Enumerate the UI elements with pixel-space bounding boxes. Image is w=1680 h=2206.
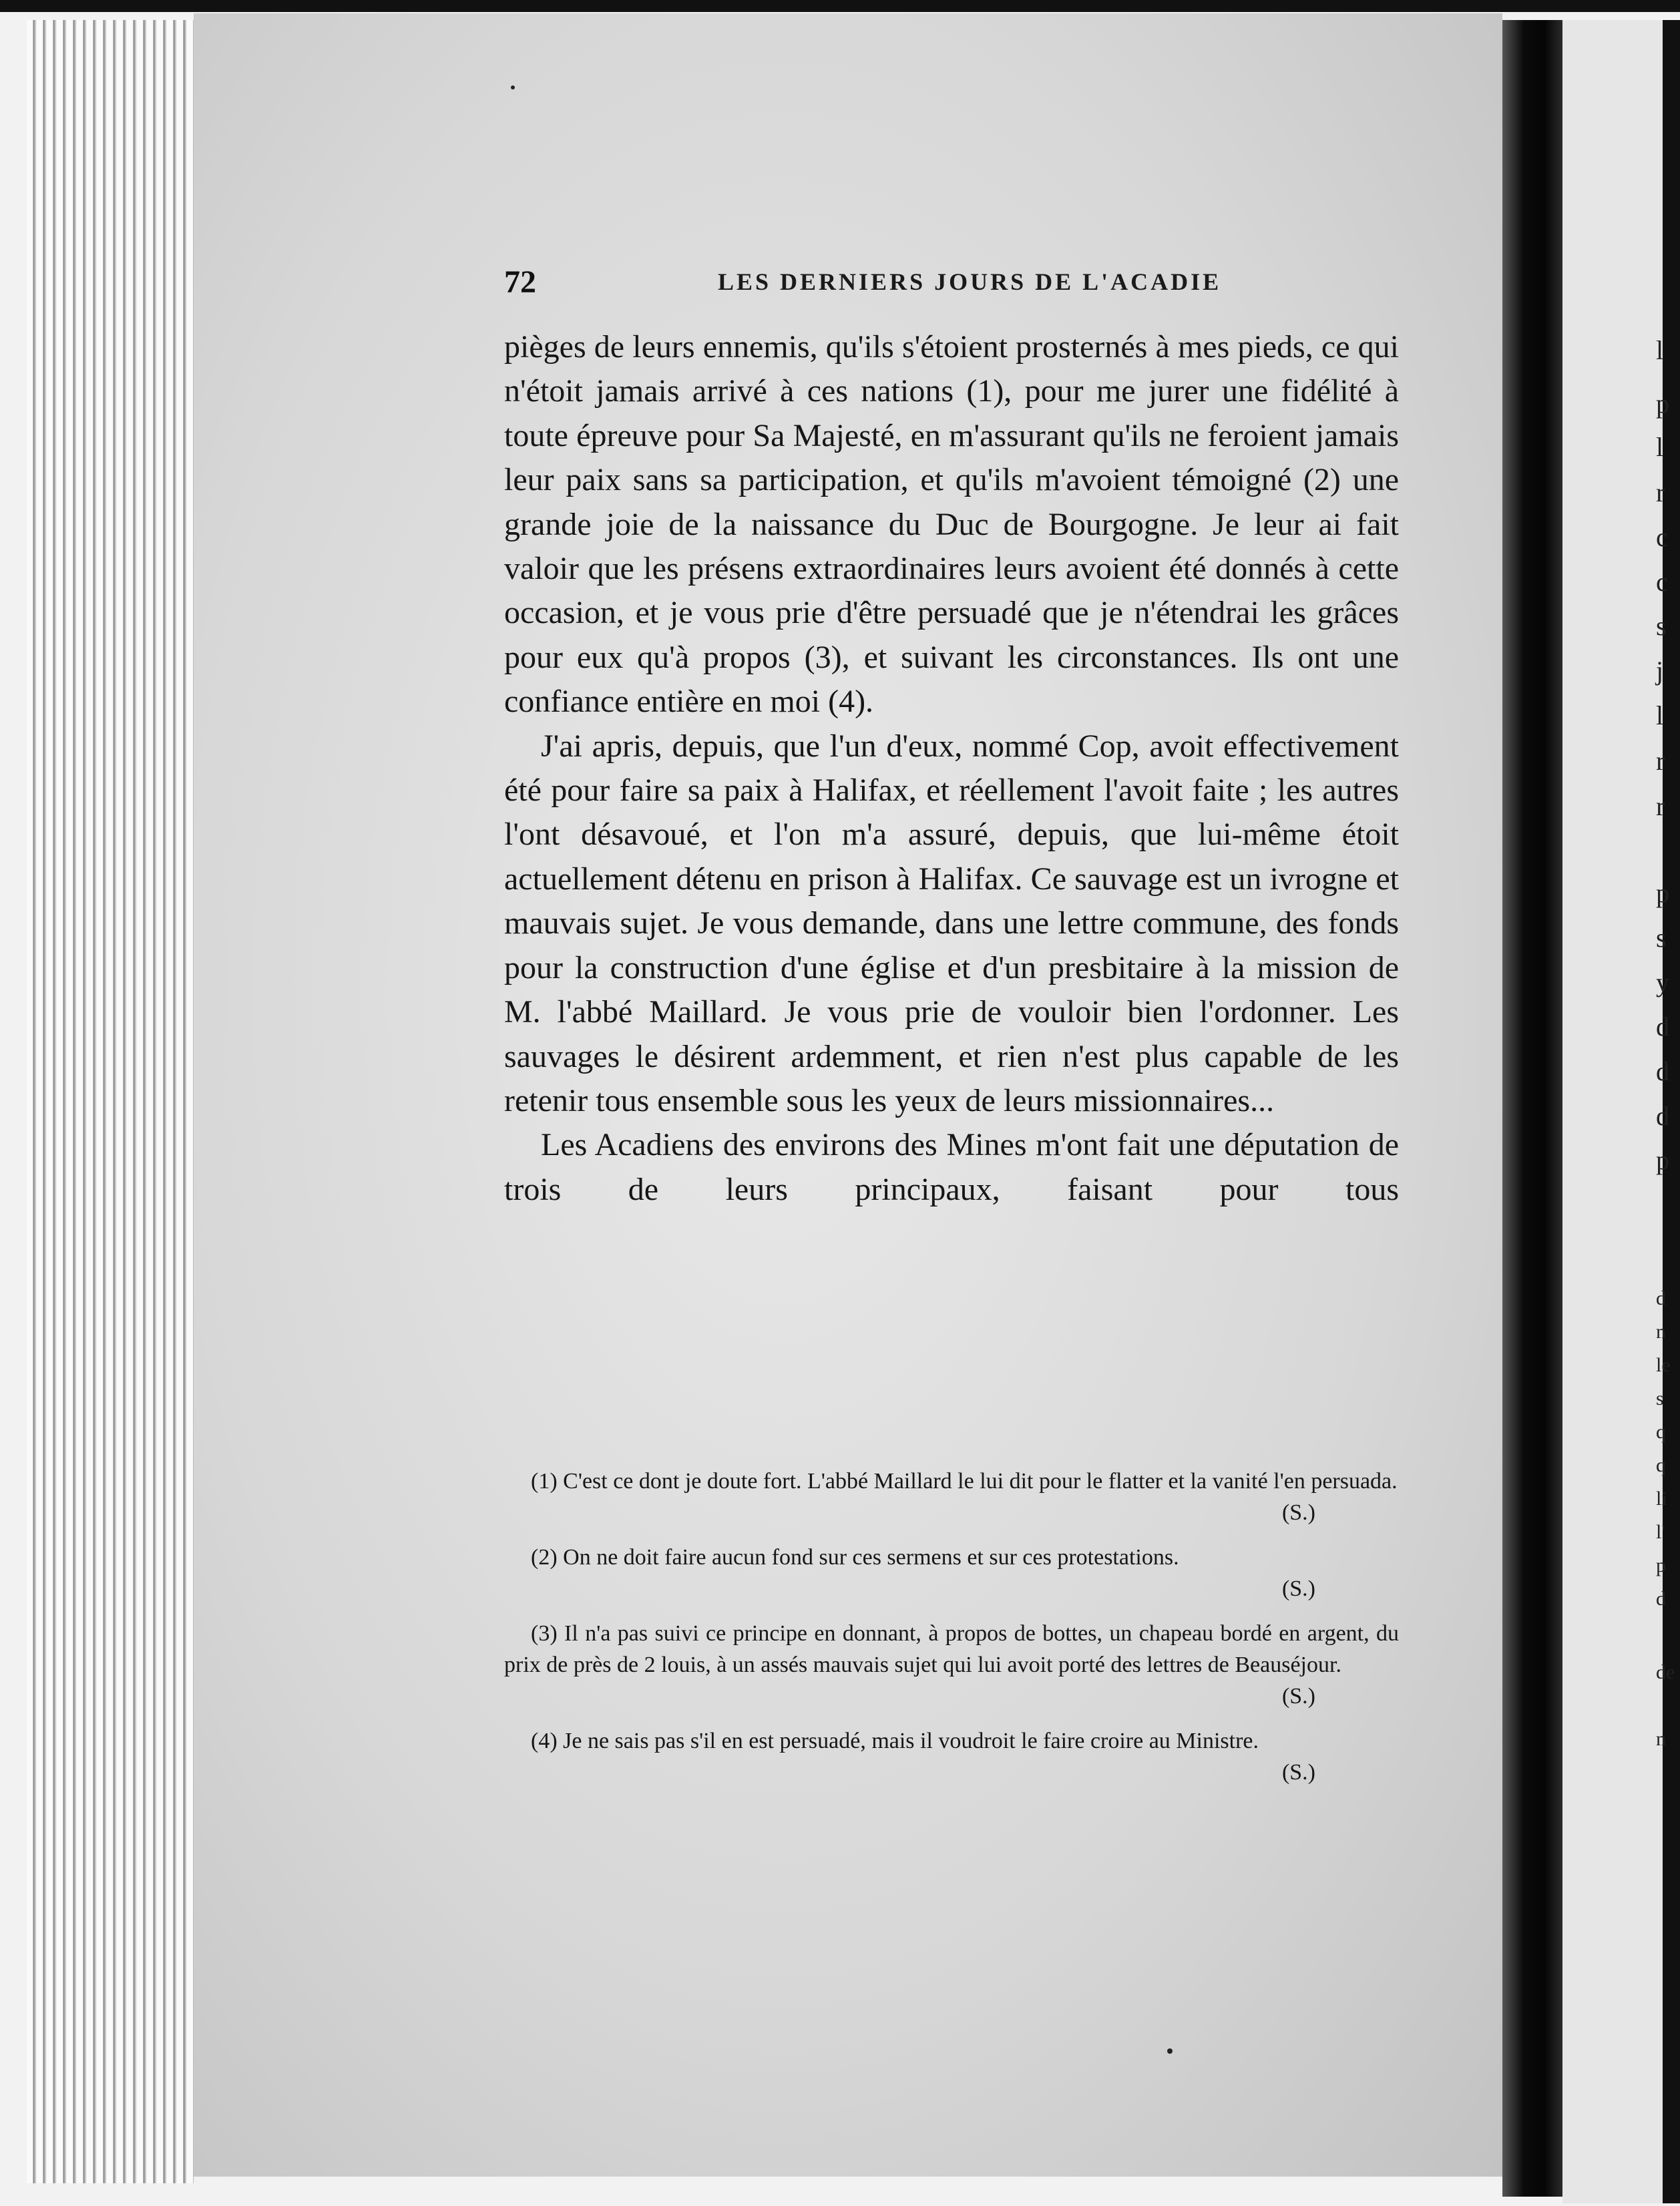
book-gutter-shadow [1502,20,1562,2197]
scan-speck [1167,2048,1173,2054]
facing-fragment: p [1656,1145,1669,1175]
facing-fragment: l [1656,700,1664,730]
facing-fragment: l [1656,335,1664,365]
facing-fragment: n [1656,1728,1666,1750]
facing-fragment: l' [1656,1521,1665,1543]
facing-fragment: d [1656,1588,1666,1610]
facing-fragment: s [1656,923,1667,953]
footnote-text: (2) On ne doit faire aucun fond sur ces sermens et sur ces protestations. [531,1545,1179,1570]
paragraph-1: pièges de leurs ennemis, qu'ils s'étoient prosternés à mes pieds, ce qui n'étoit jamais arrivé à ces nations (1), pour me jurer une fidélité à toute épreuve pour Sa Majesté, en m'assurant qu'ils ne feroient jamais leur paix sans sa participation, et qu'ils m'avoient témoigné (2) une grande joie de la naissance du Duc de Bourgogne. Je leur ai fait valoir que les présens extraordinaires leurs avoient été donnés à cette occasion, et je vous prie d'être persuadé que je n'étendrai les grâces pour eux qu'à propos (3), et suivant les circonstances. Ils ont une confiance entière en moi (4). [504,329,1399,720]
scan-speck [511,85,515,89]
footnote-text: (4) Je ne sais pas s'il en est persuadé, mais il voudroit le faire croire au Ministre. [531,1729,1259,1753]
page-number: 72 [504,264,536,300]
facing-fragment: j [1656,656,1664,686]
footnote-source: (S.) [1281,1576,1315,1601]
paragraph-2: J'ai apris, depuis, que l'un d'eux, nommé Cop, avoit effectivement été pour faire sa paix à Halifax, et réellement l'avoit faite ; les autres l'ont désavoué, et l'on m'a assuré, depuis, que lui-même étoit actuellement détenu en prison à Halifax. Ce sauvage est un ivrogne et mauvais sujet. Je vous demande, dans une lettre commune, des fonds pour la construction d'une église et d'un presbitaire à la mission de M. l'abbé Maillard. Je vous prie de vouloir bien l'ordonner. Les sauvages le désirent ardemment, et rien n'est plus capable de les retenir tous ensemble sous les yeux de leurs missionnaires... [504,728,1399,1118]
facing-fragment: p [1656,878,1669,908]
footnote-text: (3) Il n'a pas suivi ce principe en donnant, à propos de bottes, un chapeau bordé en argent, du prix de près de 2 louis, à un assés mauvais sujet qui lui avoit porté des lettres de Beauséjour. [504,1621,1399,1677]
facing-fragment: r [1656,746,1665,776]
facing-fragment: s [1656,611,1667,641]
facing-fragment: p [1656,1554,1666,1576]
running-title: LES DERNIERS JOURS DE L'ACADIE [718,268,1222,295]
book-page-edges [27,20,194,2183]
facing-fragment: d [1656,1287,1666,1309]
facing-fragment: r [1656,791,1665,821]
facing-fragment: le [1656,1354,1671,1376]
facing-fragment: l [1656,432,1664,462]
footnotes [504,1466,1399,1801]
facing-fragment: d [1656,1012,1669,1042]
facing-fragment: d [1656,1101,1669,1131]
facing-fragment: c [1656,522,1668,552]
page-header [504,264,1399,304]
facing-fragment: q [1656,1421,1666,1443]
facing-fragment: r [1656,477,1665,507]
facing-fragment: de [1656,1661,1675,1683]
footnote-1 [504,1466,1399,1528]
facing-fragment: c [1656,567,1668,597]
footnote-text: (1) C'est ce dont je doute fort. L'abbé Maillard le lui dit pour le flatter et la vanité l'en persuada. [531,1469,1398,1494]
footnote-3 [504,1618,1399,1712]
facing-fragment: q [1656,1454,1666,1476]
paragraph-3: Les Acadiens des environs des Mines m'ont fait une députation de trois de leurs principaux, faisant pour tous [504,1127,1399,1207]
facing-fragment: p [1656,389,1669,419]
scan-top-border [0,0,1680,12]
footnote-4 [504,1725,1399,1788]
footnote-2 [504,1542,1399,1604]
facing-fragment: d [1656,1056,1669,1086]
facing-fragment: y [1656,967,1669,998]
body-text [504,325,1399,1212]
facing-fragment: s [1656,1387,1664,1409]
footnote-source: (S.) [1281,1760,1315,1785]
footnote-source: (S.) [1281,1684,1315,1709]
facing-fragment: li [1656,1488,1667,1510]
facing-fragment: n [1656,1321,1666,1343]
footnote-source: (S.) [1281,1500,1315,1525]
